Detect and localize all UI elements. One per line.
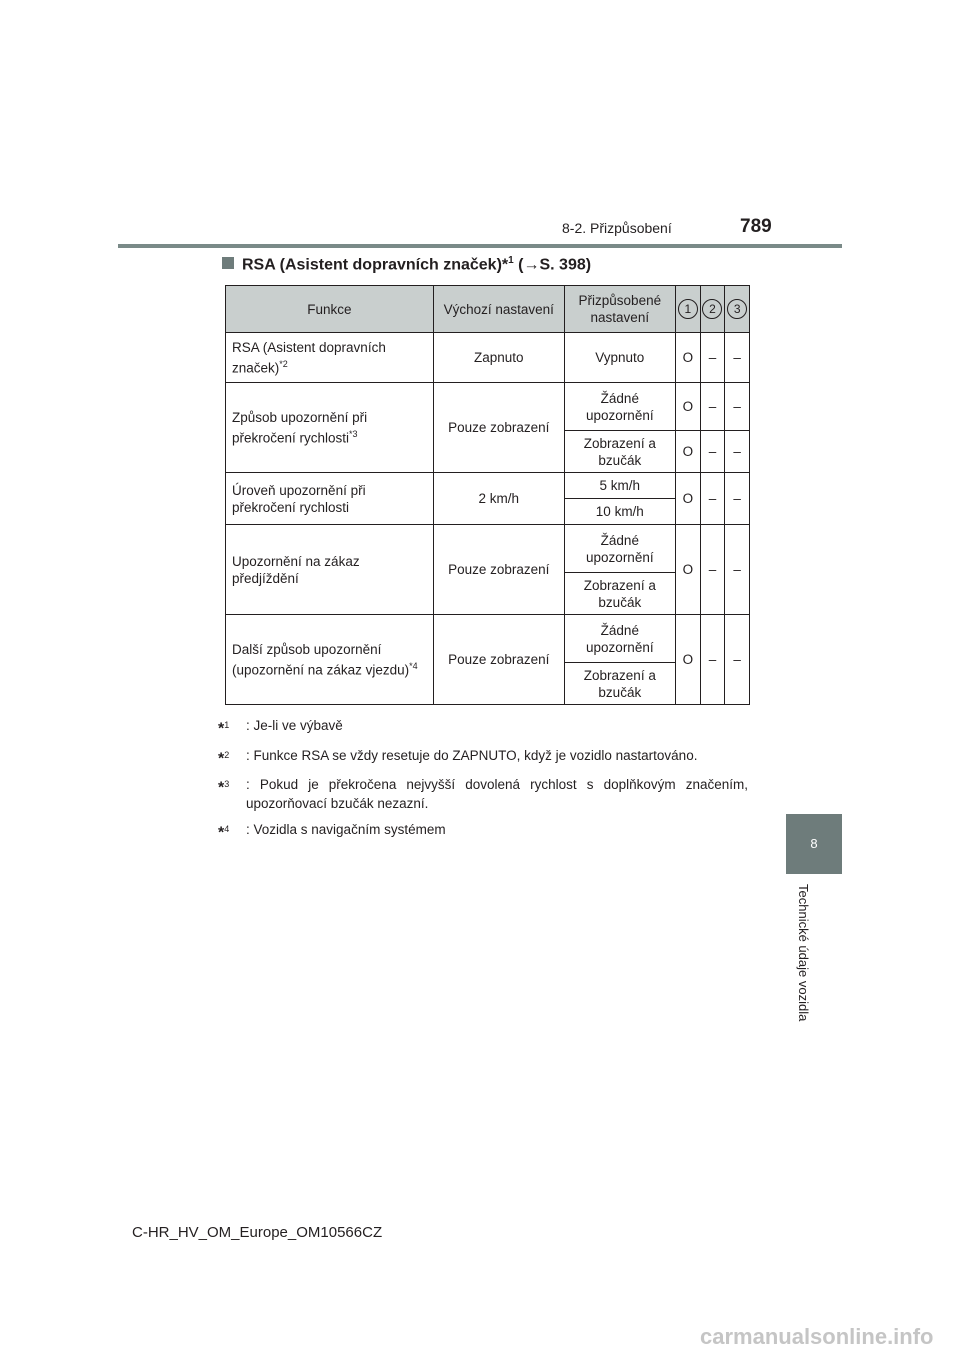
table-row <box>226 333 750 383</box>
heading-sup: 1 <box>508 255 514 266</box>
cell-custom: Žádné upozornění <box>564 525 675 573</box>
table-row <box>226 525 750 573</box>
cell-funkce <box>226 333 434 383</box>
circled-2-icon: 2 <box>702 299 722 319</box>
footnote-sup: 4 <box>224 824 230 834</box>
cell-custom: Žádné upozornění <box>564 615 675 663</box>
watermark: carmanualsonline.info <box>700 1324 934 1349</box>
cell-custom: 5 km/h <box>564 473 675 499</box>
footnote-marker <box>218 775 246 813</box>
col-header-custom: Přizpůsobené nastavení <box>564 286 675 333</box>
cell-funkce-sup: *3 <box>349 428 358 439</box>
cell-funkce <box>226 615 434 705</box>
footnote-star: * <box>218 720 225 738</box>
cell-mark-2: – <box>700 333 725 383</box>
cell-custom: Zobrazení a bzučák <box>564 431 675 473</box>
footnote-text: : Vozidla s navigačním systémem <box>246 822 446 837</box>
header-rule <box>118 244 842 248</box>
cell-default: 2 km/h <box>433 473 564 525</box>
square-bullet-icon <box>222 257 234 269</box>
footnote-sup: 2 <box>224 749 230 760</box>
footnote-star: * <box>218 824 225 842</box>
footnote-sup: 3 <box>224 779 230 789</box>
footnote-star: * <box>218 779 225 797</box>
heading-text: RSA (Asistent dopravních značek) <box>242 256 502 274</box>
cell-custom: Vypnuto <box>564 333 675 383</box>
chapter-label: Technické údaje vozidla <box>796 884 811 1022</box>
section-heading <box>222 255 591 274</box>
cell-custom: Zobrazení a bzučák <box>564 663 675 705</box>
footnote-item <box>218 746 748 769</box>
table-row <box>226 473 750 499</box>
heading-mark: * <box>501 256 509 274</box>
cell-default: Pouze zobrazení <box>433 615 564 705</box>
cell-custom: Zobrazení a bzučák <box>564 573 675 615</box>
col-header-3 <box>725 286 750 333</box>
footnote-item <box>218 775 748 813</box>
cell-mark-1: O <box>676 333 701 383</box>
cell-mark-3: – <box>725 431 750 473</box>
col-header-default: Výchozí nastavení <box>433 286 564 333</box>
cell-default: Zapnuto <box>433 333 564 383</box>
cell-funkce-sup: *4 <box>409 660 418 671</box>
cell-funkce-sup: *2 <box>279 358 288 369</box>
chapter-tab[interactable]: 8 <box>786 814 842 874</box>
cell-mark-1: O <box>676 383 701 431</box>
page-number: 789 <box>740 216 772 237</box>
cell-funkce: Upozornění na zákaz předjíždění <box>226 525 434 615</box>
cell-funkce-text: Další způsob upozornění (upozornění na zákaz vjezdu) <box>232 641 410 678</box>
cell-funkce <box>226 383 434 473</box>
cell-mark-1: O <box>676 431 701 473</box>
cell-custom: 10 km/h <box>564 499 675 525</box>
footnote-text: : Funkce RSA se vždy resetuje do ZAPNUTO, když je vozidlo nastartováno. <box>246 747 698 763</box>
col-header-2 <box>700 286 725 333</box>
footnote-sup: 1 <box>224 720 230 730</box>
circled-3-icon: 3 <box>727 299 747 319</box>
footnote-marker <box>218 716 246 739</box>
section-title: 8-2. Přizpůsobení <box>562 220 672 236</box>
cell-default: Pouze zobrazení <box>433 525 564 615</box>
heading-ref[interactable]: (→S. 398) <box>513 256 592 274</box>
cell-mark-2: – <box>700 615 725 705</box>
document-code: C-HR_HV_OM_Europe_OM10566CZ <box>132 1224 383 1241</box>
cell-mark-1: O <box>676 473 701 525</box>
footnote-item <box>218 820 748 843</box>
footnote-marker <box>218 746 246 769</box>
col-header-funkce: Funkce <box>226 286 434 333</box>
cell-mark-1: O <box>676 615 701 705</box>
cell-funkce: Úroveň upozornění při překročení rychlosti <box>226 473 434 525</box>
cell-funkce-text: Způsob upozornění při překročení rychlosti <box>232 409 368 446</box>
col-header-1 <box>676 286 701 333</box>
footnotes <box>218 716 748 850</box>
footnote-text: : Pokud je překročena nejvyšší dovolená rychlost s doplňkovým značením, upozorňovací bzučák nezazní. <box>246 777 748 811</box>
table-header-row <box>226 286 750 333</box>
cell-mark-2: – <box>700 383 725 431</box>
footnote-marker <box>218 820 246 843</box>
cell-default: Pouze zobrazení <box>433 383 564 473</box>
footnote-text: : Je-li ve výbavě <box>246 718 343 733</box>
cell-mark-1: O <box>676 525 701 615</box>
cell-mark-3: – <box>725 333 750 383</box>
cell-mark-2: – <box>700 525 725 615</box>
footnote-star: * <box>218 750 225 767</box>
cell-mark-3: – <box>725 383 750 431</box>
cell-mark-3: – <box>725 525 750 615</box>
table-row <box>226 383 750 431</box>
cell-mark-3: – <box>725 473 750 525</box>
footnote-item <box>218 716 748 739</box>
circled-1-icon: 1 <box>678 299 698 319</box>
cell-mark-2: – <box>700 431 725 473</box>
cell-mark-3: – <box>725 615 750 705</box>
settings-table <box>225 285 750 705</box>
table-row <box>226 615 750 663</box>
cell-custom: Žádné upozornění <box>564 383 675 431</box>
cell-funkce-text: RSA (Asistent dopravních značek) <box>232 339 386 376</box>
cell-mark-2: – <box>700 473 725 525</box>
